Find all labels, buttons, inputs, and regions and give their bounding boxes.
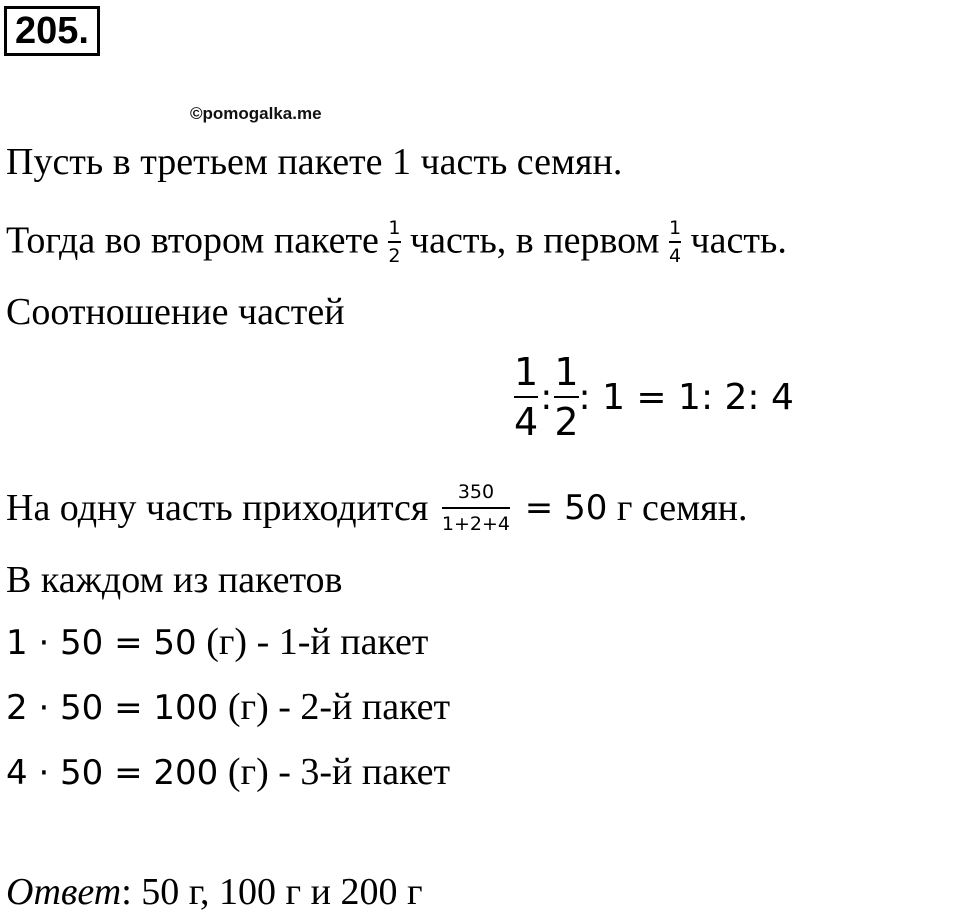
- fraction-denominator: 2: [388, 244, 401, 267]
- text-line-2: [6, 218, 787, 270]
- line5-text-b: г семян.: [607, 487, 748, 529]
- ratio-fraction-half: [554, 350, 578, 444]
- answer-label: Ответ: [6, 871, 122, 913]
- calc-text: (г) - 3-й пакет: [218, 751, 451, 793]
- fraction-bar: [554, 396, 578, 398]
- line2-text-c: часть.: [681, 219, 787, 262]
- fraction-denominator: 4: [668, 244, 682, 267]
- watermark: ©pomogalka.me: [190, 104, 322, 123]
- fraction-350-over-sum: [442, 480, 510, 536]
- ratio-rest: : 1 = 1: 2: 4: [578, 376, 794, 418]
- calc-text: (г) - 2-й пакет: [218, 686, 451, 728]
- calc-expression: 2 · 50 = 100: [6, 688, 219, 728]
- text-line-1: Пусть в третьем пакете 1 часть семян.: [6, 141, 623, 183]
- text-line-3: Соотношение частей: [6, 291, 345, 333]
- fraction-denominator: 1+2+4: [441, 513, 510, 535]
- line2-text-a: Тогда во втором пакете: [6, 219, 389, 262]
- ratio-separator: :: [540, 376, 553, 418]
- calc-line-1: [6, 620, 428, 665]
- answer-line: [6, 870, 423, 914]
- answer-text: : 50 г, 100 г и 200 г: [121, 871, 423, 913]
- calc-line-2: [6, 685, 450, 730]
- ratio-fraction-quarter: [514, 350, 538, 444]
- ratio-equation: [514, 350, 794, 444]
- fraction-bar: [442, 507, 510, 509]
- fraction-one-quarter: [669, 216, 681, 268]
- fraction-denominator: 4: [514, 400, 539, 444]
- problem-number: 205.: [4, 6, 100, 56]
- fraction-bar: [514, 396, 538, 398]
- calc-expression: 4 · 50 = 200: [6, 753, 219, 793]
- fraction-numerator: 350: [457, 481, 495, 503]
- line5-text-a: На одну часть приходится: [6, 487, 438, 529]
- calc-line-3: [6, 750, 450, 795]
- fraction-denominator: 2: [554, 400, 579, 444]
- fraction-one-half: [388, 216, 400, 268]
- line2-text-b: часть, в первом: [400, 219, 669, 262]
- fraction-numerator: 1: [514, 350, 539, 394]
- fraction-bar: [669, 241, 681, 243]
- line5-equals: = 50: [514, 488, 608, 528]
- text-line-6: В каждом из пакетов: [6, 559, 343, 601]
- fraction-bar: [388, 241, 400, 243]
- calc-text: (г) - 1-й пакет: [196, 621, 429, 663]
- fraction-numerator: 1: [554, 350, 579, 394]
- fraction-numerator: 1: [388, 217, 401, 239]
- calc-expression: 1 · 50 = 50: [6, 623, 197, 663]
- text-line-5: [6, 480, 748, 536]
- fraction-numerator: 1: [668, 217, 682, 239]
